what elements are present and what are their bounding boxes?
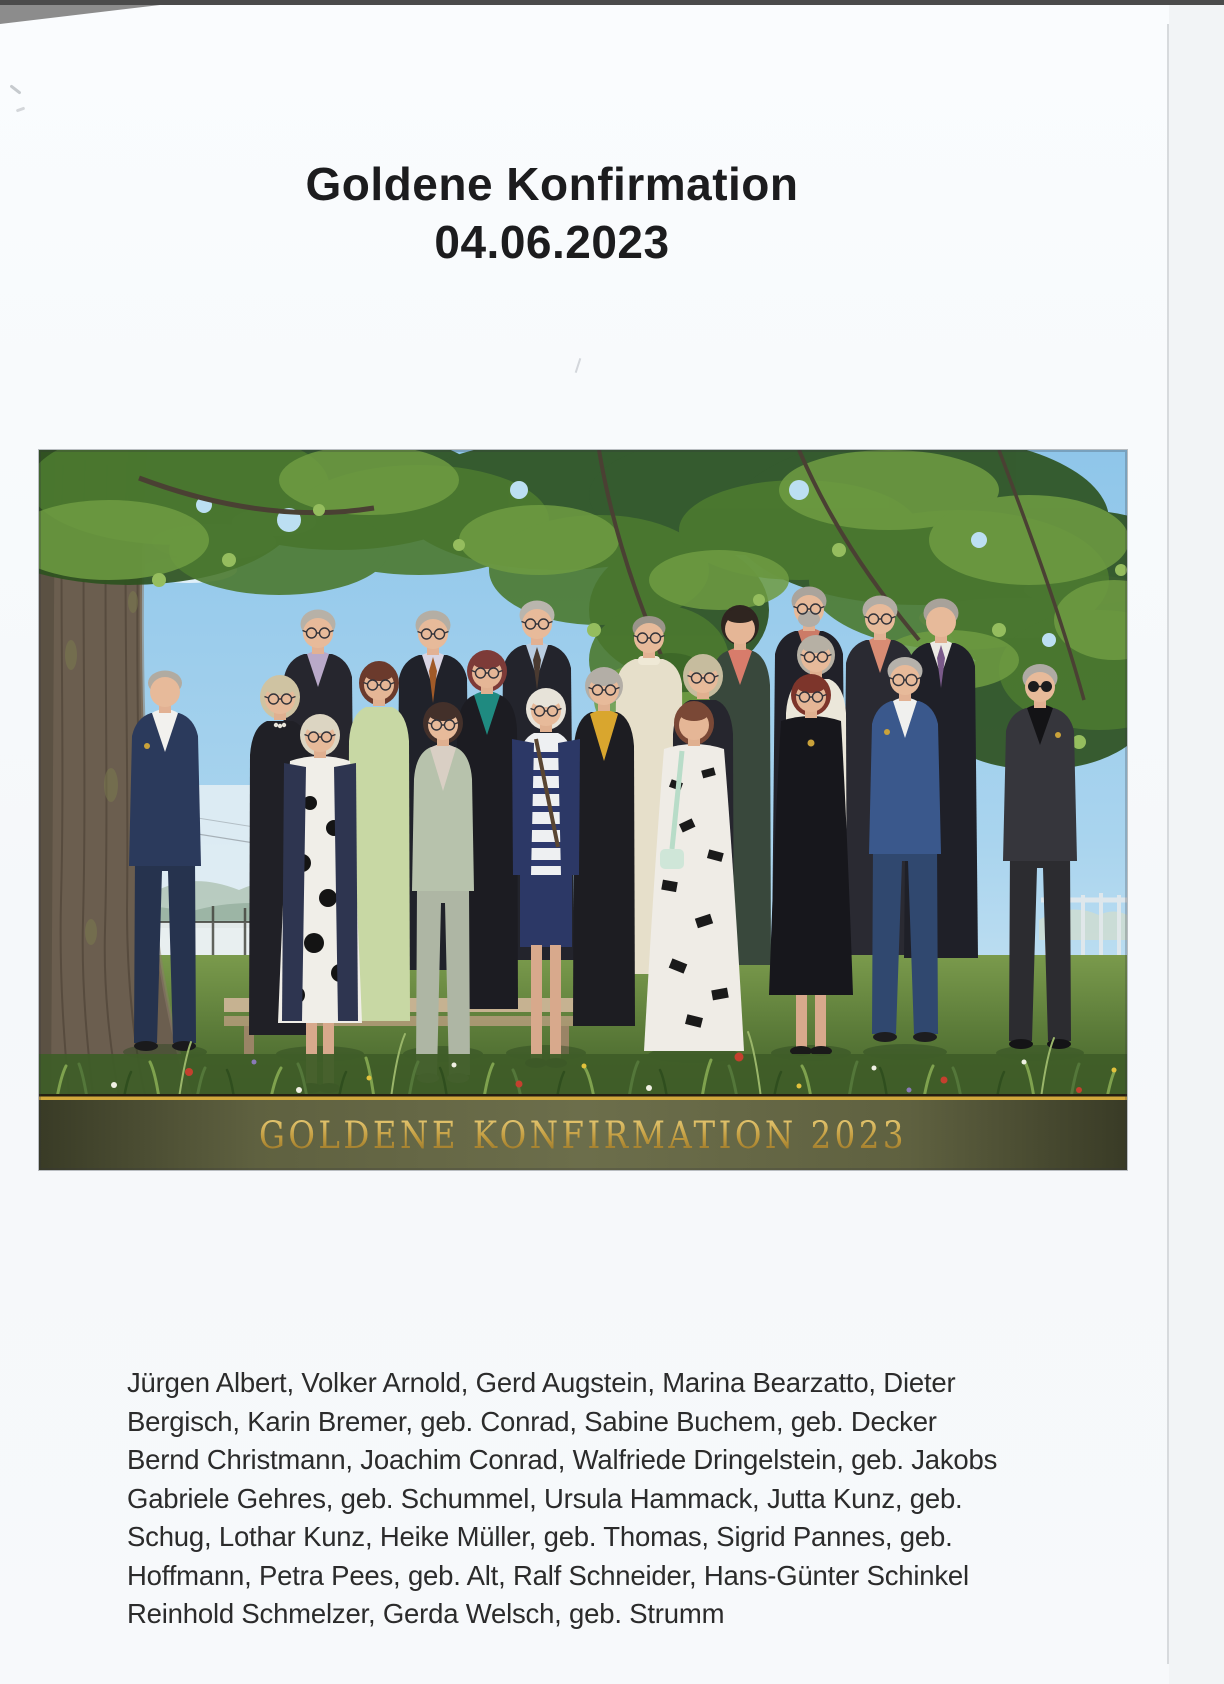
scan-artifact [575,358,582,373]
scan-artifact [1169,5,1224,1684]
scan-artifact [9,84,21,94]
scan-artifact [0,5,160,24]
title-line-2: 04.06.2023 [434,216,670,268]
title-line-1: Goldene Konfirmation [305,158,799,210]
scan-artifact [16,107,25,113]
names-list [127,1364,1077,1634]
name-line: Gabriele Gehres, geb. Schummel, Ursula Hammack, Jutta Kunz, geb. [127,1482,963,1514]
group-photo-scene [39,450,1127,1170]
scan-artifact [1167,24,1169,1664]
banner-text: GOLDENE KONFIRMATION 2023 [259,1114,907,1157]
name-line: Bergisch, Karin Bremer, geb. Conrad, Sabine Buchem, geb. Decker [127,1405,937,1437]
document-title [0,155,1104,271]
name-line: Reinhold Schmelzer, Gerda Welsch, geb. Strumm [127,1598,725,1629]
person-figure [573,667,635,1026]
scan-artifact [0,0,1224,5]
name-line: Schug, Lothar Kunz, Heike Müller, geb. Thomas, Sigrid Pannes, geb. [127,1521,953,1552]
name-line: Jürgen Albert, Volker Arnold, Gerd Augstein, Marina Bearzatto, Dieter [127,1367,956,1398]
group-photo [39,450,1127,1170]
name-line: Bernd Christmann, Joachim Conrad, Walfriede Dringelstein, geb. Jakobs [127,1444,998,1475]
photo-banner [39,1094,1127,1170]
name-line: Hoffmann, Petra Pees, geb. Alt, Ralf Schneider, Hans-Günter Schinkel [127,1559,969,1591]
